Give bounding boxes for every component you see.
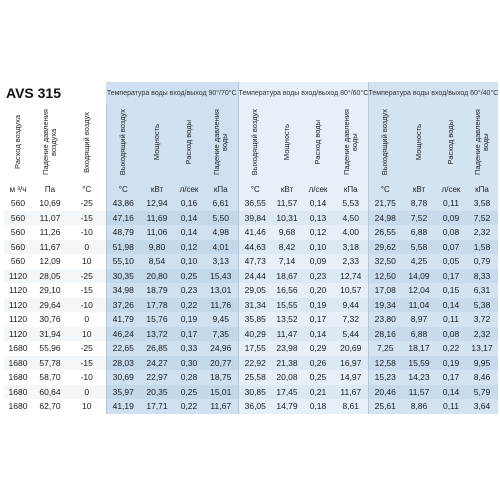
- table-cell: 10: [68, 327, 106, 342]
- table-cell: 6,61: [204, 196, 238, 211]
- column-header-label: Выходящий воздух: [250, 108, 260, 176]
- table-cell: 8,61: [334, 399, 368, 414]
- table-cell: 0,25: [174, 385, 204, 400]
- table-cell: 5,38: [466, 298, 498, 313]
- table-cell: 20,46: [368, 385, 402, 400]
- table-cell: 0,79: [466, 254, 498, 269]
- table-row: [4, 399, 498, 414]
- table-cell: 39,84: [238, 211, 272, 226]
- table-cell: 0,21: [302, 385, 334, 400]
- column-header: [238, 104, 272, 182]
- table-cell: 15,01: [204, 385, 238, 400]
- table-cell: 12,09: [32, 254, 68, 269]
- table-cell: 8,78: [402, 196, 436, 211]
- table-cell: 0,19: [174, 312, 204, 327]
- table-cell: 23,98: [272, 341, 302, 356]
- unit-label: л/сек: [302, 182, 334, 196]
- performance-table-container: [4, 82, 498, 414]
- table-cell: 15,59: [402, 356, 436, 371]
- table-cell: 17,08: [368, 283, 402, 298]
- unit-label: кПа: [334, 182, 368, 196]
- table-cell: 0,10: [302, 240, 334, 255]
- table-cell: 0,12: [302, 225, 334, 240]
- table-cell: 0,28: [174, 370, 204, 385]
- table-cell: 8,86: [402, 399, 436, 414]
- table-cell: 11,69: [140, 211, 174, 226]
- column-header-label: Входящий воздух: [81, 111, 91, 173]
- column-header: [402, 104, 436, 182]
- table-cell: 0,22: [436, 341, 466, 356]
- table-cell: 8,33: [466, 269, 498, 284]
- table-cell: 36,55: [238, 196, 272, 211]
- table-cell: 24,96: [204, 341, 238, 356]
- table-row: [4, 298, 498, 313]
- table-cell: 12,74: [334, 269, 368, 284]
- table-cell: 58,70: [32, 370, 68, 385]
- table-cell: 10,31: [272, 211, 302, 226]
- table-cell: 15,55: [272, 298, 302, 313]
- table-cell: 7,52: [466, 211, 498, 226]
- column-header: [334, 104, 368, 182]
- table-cell: 18,17: [402, 341, 436, 356]
- group-header-90-70: Температура воды вход/выход 90°/70°C: [106, 82, 238, 104]
- table-cell: 0,15: [436, 283, 466, 298]
- table-cell: 0,23: [302, 269, 334, 284]
- unit-label: °C: [238, 182, 272, 196]
- table-cell: 3,72: [466, 312, 498, 327]
- column-header-label: Падение давления воды: [473, 109, 490, 175]
- table-cell: 30,85: [238, 385, 272, 400]
- unit-label: °C: [106, 182, 140, 196]
- table-cell: 26,55: [368, 225, 402, 240]
- table-cell: 12,94: [140, 196, 174, 211]
- table-cell: 8,97: [402, 312, 436, 327]
- table-cell: 0,26: [302, 356, 334, 371]
- table-cell: 11,76: [204, 298, 238, 313]
- unit-label: °C: [68, 182, 106, 196]
- table-cell: 20,08: [272, 370, 302, 385]
- table-cell: 0,12: [174, 240, 204, 255]
- group-header-80-60: Температура воды вход/выход 80°/60°C: [238, 82, 368, 104]
- table-cell: 41,79: [106, 312, 140, 327]
- table-cell: 30,35: [106, 269, 140, 284]
- table-cell: 6,31: [466, 283, 498, 298]
- table-cell: 7,25: [368, 341, 402, 356]
- table-cell: 0,17: [302, 312, 334, 327]
- table-cell: 17,55: [238, 341, 272, 356]
- table-cell: 37,26: [106, 298, 140, 313]
- table-cell: 560: [4, 240, 32, 255]
- table-cell: 4,00: [334, 225, 368, 240]
- unit-label: л/сек: [436, 182, 466, 196]
- table-cell: 29,10: [32, 283, 68, 298]
- performance-table: [4, 82, 498, 414]
- unit-label: кВт: [402, 182, 436, 196]
- table-cell: 18,79: [140, 283, 174, 298]
- column-header: [4, 104, 32, 182]
- table-cell: 12,04: [402, 283, 436, 298]
- table-cell: 29,62: [368, 240, 402, 255]
- table-cell: 22,92: [238, 356, 272, 371]
- table-cell: 24,27: [140, 356, 174, 371]
- table-cell: 30,76: [32, 312, 68, 327]
- table-cell: 36,05: [238, 399, 272, 414]
- table-cell: 41,46: [238, 225, 272, 240]
- table-cell: 0,22: [174, 399, 204, 414]
- column-header: [174, 104, 204, 182]
- column-header: [436, 104, 466, 182]
- table-cell: 11,04: [402, 298, 436, 313]
- table-cell: 0,14: [174, 225, 204, 240]
- table-cell: 15,23: [368, 370, 402, 385]
- table-cell: 0,25: [302, 370, 334, 385]
- table-cell: 31,34: [238, 298, 272, 313]
- table-cell: 3,13: [204, 254, 238, 269]
- table-cell: 11,07: [32, 211, 68, 226]
- table-row: [4, 312, 498, 327]
- table-cell: 43,86: [106, 196, 140, 211]
- table-cell: 0,08: [436, 225, 466, 240]
- column-header: [466, 104, 498, 182]
- table-cell: 6,88: [402, 225, 436, 240]
- table-cell: 0,14: [174, 211, 204, 226]
- table-cell: 44,63: [238, 240, 272, 255]
- table-cell: 31,94: [32, 327, 68, 342]
- column-header: [204, 104, 238, 182]
- table-cell: 0,23: [174, 283, 204, 298]
- table-cell: 25,61: [368, 399, 402, 414]
- table-cell: 19,34: [368, 298, 402, 313]
- table-cell: 13,52: [272, 312, 302, 327]
- table-cell: 0: [68, 312, 106, 327]
- table-cell: 3,64: [466, 399, 498, 414]
- unit-label: °C: [368, 182, 402, 196]
- table-cell: 32,50: [368, 254, 402, 269]
- unit-label: Па: [32, 182, 68, 196]
- table-cell: 7,14: [272, 254, 302, 269]
- table-cell: 0,13: [302, 211, 334, 226]
- table-cell: -15: [68, 211, 106, 226]
- table-cell: 35,97: [106, 385, 140, 400]
- table-cell: 29,64: [32, 298, 68, 313]
- table-cell: 11,57: [272, 196, 302, 211]
- table-cell: 0,11: [436, 399, 466, 414]
- table-cell: 11,47: [272, 327, 302, 342]
- table-cell: 15,43: [204, 269, 238, 284]
- table-cell: 0,29: [302, 341, 334, 356]
- table-row: [4, 211, 498, 226]
- table-cell: 25,58: [238, 370, 272, 385]
- table-cell: 60,64: [32, 385, 68, 400]
- table-cell: 23,80: [368, 312, 402, 327]
- table-cell: 11,26: [32, 225, 68, 240]
- table-cell: 41,19: [106, 399, 140, 414]
- table-cell: 28,05: [32, 269, 68, 284]
- column-header-label: Мощность: [282, 123, 291, 161]
- table-cell: 0,33: [174, 341, 204, 356]
- table-cell: 1120: [4, 269, 32, 284]
- table-cell: 14,09: [402, 269, 436, 284]
- column-header: [106, 104, 140, 182]
- table-cell: 1,58: [466, 240, 498, 255]
- table-cell: 5,50: [204, 211, 238, 226]
- table-cell: 11,06: [140, 225, 174, 240]
- table-cell: 1120: [4, 312, 32, 327]
- table-cell: 20,35: [140, 385, 174, 400]
- table-cell: 1680: [4, 399, 32, 414]
- table-cell: 0,05: [436, 254, 466, 269]
- table-cell: 0,19: [302, 298, 334, 313]
- table-cell: 0,11: [436, 196, 466, 211]
- table-cell: 20,77: [204, 356, 238, 371]
- column-header-label: Выходящий воздух: [380, 108, 390, 176]
- table-cell: 0,14: [302, 327, 334, 342]
- table-cell: 0,09: [302, 254, 334, 269]
- column-header-label: Расход воды: [313, 119, 322, 165]
- table-cell: 22,65: [106, 341, 140, 356]
- unit-label: л/сек: [174, 182, 204, 196]
- unit-row: [4, 182, 498, 196]
- table-cell: -25: [68, 196, 106, 211]
- table-cell: 10: [68, 254, 106, 269]
- table-cell: 8,46: [466, 370, 498, 385]
- table-cell: 24,44: [238, 269, 272, 284]
- table-cell: 11,57: [402, 385, 436, 400]
- table-cell: 9,95: [466, 356, 498, 371]
- table-cell: -15: [68, 356, 106, 371]
- table-cell: 9,44: [334, 298, 368, 313]
- table-cell: 560: [4, 254, 32, 269]
- table-cell: 24,98: [368, 211, 402, 226]
- table-row: [4, 196, 498, 211]
- table-cell: 13,17: [466, 341, 498, 356]
- column-header-label: Расход воды: [446, 119, 455, 165]
- table-cell: 4,50: [334, 211, 368, 226]
- table-cell: 13,01: [204, 283, 238, 298]
- column-header-label: Падение давления воды: [341, 109, 359, 175]
- unit-label: кПа: [204, 182, 238, 196]
- table-cell: 14,23: [402, 370, 436, 385]
- table-cell: 62,70: [32, 399, 68, 414]
- column-header: [32, 104, 68, 182]
- table-cell: 15,76: [140, 312, 174, 327]
- table-row: [4, 327, 498, 342]
- column-header-label: Падение давления воды: [211, 109, 229, 175]
- column-header: [272, 104, 302, 182]
- table-cell: 55,10: [106, 254, 140, 269]
- table-cell: 16,97: [334, 356, 368, 371]
- table-cell: 48,79: [106, 225, 140, 240]
- column-header-label: Падение давления воздуха: [41, 109, 58, 175]
- table-cell: 0,18: [302, 399, 334, 414]
- table-cell: 0,14: [436, 298, 466, 313]
- table-cell: 17,78: [140, 298, 174, 313]
- table-cell: 0,09: [436, 211, 466, 226]
- table-cell: 0,16: [174, 196, 204, 211]
- table-cell: -10: [68, 225, 106, 240]
- column-header: [368, 104, 402, 182]
- table-body: [4, 196, 498, 414]
- table-cell: 0,17: [436, 269, 466, 284]
- table-cell: 21,75: [368, 196, 402, 211]
- table-cell: 2,32: [466, 327, 498, 342]
- table-cell: 0,08: [436, 327, 466, 342]
- table-cell: 1680: [4, 356, 32, 371]
- table-cell: 9,68: [272, 225, 302, 240]
- table-cell: 26,85: [140, 341, 174, 356]
- table-row: [4, 225, 498, 240]
- table-cell: 0: [68, 240, 106, 255]
- table-cell: 47,73: [238, 254, 272, 269]
- table-cell: 57,78: [32, 356, 68, 371]
- table-cell: 51,98: [106, 240, 140, 255]
- model-title: AVS 315: [4, 82, 106, 104]
- table-cell: 1680: [4, 341, 32, 356]
- table-cell: 0: [68, 385, 106, 400]
- column-header: [140, 104, 174, 182]
- table-cell: 28,16: [368, 327, 402, 342]
- table-cell: 22,97: [140, 370, 174, 385]
- table-cell: 21,38: [272, 356, 302, 371]
- column-header-label: Мощность: [152, 123, 161, 161]
- unit-label: кВт: [272, 182, 302, 196]
- table-cell: 10,69: [32, 196, 68, 211]
- table-cell: 1120: [4, 283, 32, 298]
- table-cell: 560: [4, 225, 32, 240]
- table-cell: 9,80: [140, 240, 174, 255]
- table-cell: 0,30: [174, 356, 204, 371]
- table-row: [4, 240, 498, 255]
- table-cell: 10,57: [334, 283, 368, 298]
- table-cell: 3,58: [466, 196, 498, 211]
- column-header: [302, 104, 334, 182]
- table-cell: 0,14: [436, 385, 466, 400]
- table-cell: 7,35: [204, 327, 238, 342]
- unit-label: кПа: [466, 182, 498, 196]
- table-cell: -25: [68, 341, 106, 356]
- column-header: [68, 104, 106, 182]
- table-cell: 0,25: [174, 269, 204, 284]
- table-cell: 13,72: [140, 327, 174, 342]
- table-cell: 1680: [4, 385, 32, 400]
- table-cell: 30,69: [106, 370, 140, 385]
- table-cell: 5,58: [402, 240, 436, 255]
- column-header-label: Расход воздуха: [13, 114, 22, 170]
- group-header-60-40: Температура воды вход/выход 60°/40°C: [368, 82, 498, 104]
- table-cell: -25: [68, 269, 106, 284]
- table-cell: 17,45: [272, 385, 302, 400]
- column-header-label: Расход воды: [184, 119, 193, 165]
- table-cell: 20,69: [334, 341, 368, 356]
- table-cell: 4,25: [402, 254, 436, 269]
- table-row: [4, 385, 498, 400]
- table-cell: 5,53: [334, 196, 368, 211]
- table-cell: 11,67: [204, 399, 238, 414]
- unit-label: кВт: [140, 182, 174, 196]
- table-cell: 0,22: [174, 298, 204, 313]
- table-row: [4, 283, 498, 298]
- table-cell: 0,14: [302, 196, 334, 211]
- table-cell: 14,97: [334, 370, 368, 385]
- table-cell: 7,32: [334, 312, 368, 327]
- table-cell: 560: [4, 211, 32, 226]
- table-row: [4, 269, 498, 284]
- table-cell: 34,98: [106, 283, 140, 298]
- table-cell: 40,29: [238, 327, 272, 342]
- table-cell: 4,01: [204, 240, 238, 255]
- table-cell: 2,32: [466, 225, 498, 240]
- table-cell: 12,50: [368, 269, 402, 284]
- table-cell: 18,75: [204, 370, 238, 385]
- table-cell: 1120: [4, 298, 32, 313]
- table-cell: -15: [68, 283, 106, 298]
- table-cell: 6,88: [402, 327, 436, 342]
- table-cell: 0,11: [436, 312, 466, 327]
- table-cell: 14,79: [272, 399, 302, 414]
- column-header-row: [4, 104, 498, 182]
- table-cell: 47,16: [106, 211, 140, 226]
- table-cell: 0,19: [436, 356, 466, 371]
- table-cell: 11,67: [334, 385, 368, 400]
- table-cell: 8,54: [140, 254, 174, 269]
- table-cell: 0,17: [436, 370, 466, 385]
- table-cell: 28,03: [106, 356, 140, 371]
- table-cell: 9,45: [204, 312, 238, 327]
- table-cell: 7,52: [402, 211, 436, 226]
- table-cell: 20,80: [140, 269, 174, 284]
- table-cell: 16,56: [272, 283, 302, 298]
- table-row: [4, 370, 498, 385]
- table-cell: 35,85: [238, 312, 272, 327]
- table-cell: 12,58: [368, 356, 402, 371]
- table-cell: 1120: [4, 327, 32, 342]
- table-cell: 17,71: [140, 399, 174, 414]
- table-cell: 4,98: [204, 225, 238, 240]
- column-header-label: Выходящий воздух: [118, 108, 128, 176]
- table-row: [4, 341, 498, 356]
- unit-label: м ³/ч: [4, 182, 32, 196]
- table-cell: 55,96: [32, 341, 68, 356]
- table-cell: -10: [68, 370, 106, 385]
- table-cell: 29,05: [238, 283, 272, 298]
- table-cell: 46,24: [106, 327, 140, 342]
- table-cell: 18,67: [272, 269, 302, 284]
- table-cell: 0,17: [174, 327, 204, 342]
- table-cell: 560: [4, 196, 32, 211]
- table-cell: 5,79: [466, 385, 498, 400]
- table-cell: 11,67: [32, 240, 68, 255]
- column-header-label: Мощность: [414, 123, 423, 161]
- table-cell: -10: [68, 298, 106, 313]
- table-row: [4, 254, 498, 269]
- table-cell: 0,10: [174, 254, 204, 269]
- table-cell: 0,20: [302, 283, 334, 298]
- table-cell: 5,44: [334, 327, 368, 342]
- table-cell: 10: [68, 399, 106, 414]
- table-cell: 2,33: [334, 254, 368, 269]
- table-cell: 3,18: [334, 240, 368, 255]
- table-cell: 0,07: [436, 240, 466, 255]
- table-cell: 1680: [4, 370, 32, 385]
- table-cell: 8,42: [272, 240, 302, 255]
- table-row: [4, 356, 498, 371]
